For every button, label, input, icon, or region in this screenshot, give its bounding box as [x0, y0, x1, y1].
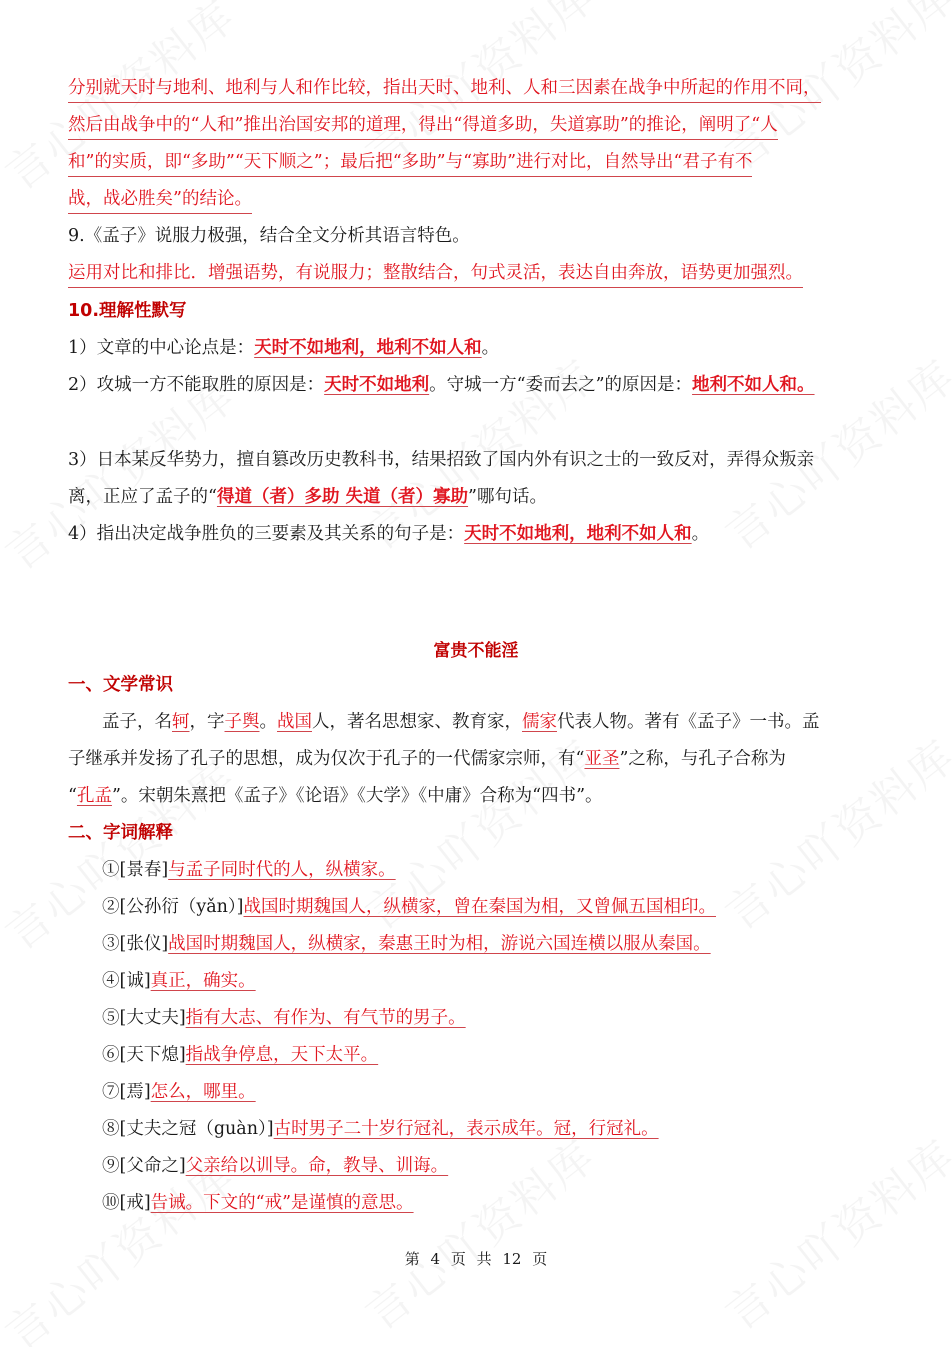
keyword: 儒家: [522, 712, 557, 732]
keyword: 亚圣: [584, 749, 620, 769]
keyword: 战国: [277, 712, 312, 732]
vocab-item: [102, 969, 256, 993]
prompt-text: 1）文章的中心论点是：: [68, 338, 255, 358]
question-10-heading: 10.理解性默写: [68, 301, 187, 321]
text: ，字: [189, 712, 225, 732]
answer-text: 地利不如人和。: [692, 375, 815, 395]
answer-8-line: [68, 187, 252, 214]
vocab-item: [102, 858, 396, 882]
vocab-term: ③[张仪]: [102, 934, 169, 954]
fill-item-1: [68, 336, 499, 360]
vocab-term: ②[公孙衍（yǎn）]: [102, 897, 244, 917]
fill-item-3-line2: [68, 485, 547, 509]
vocab-term: ⑦[焉]: [102, 1082, 151, 1102]
vocab-term: ①[景春]: [102, 860, 169, 880]
answer-text: 然后由战争中的“人和”推出治国安邦的道理，得出“得道多助，失道寡助”的推论，阐明了“人: [68, 113, 778, 140]
watermark-text: [710, 1122, 952, 1342]
vocab-definition: 指有大志、有作为、有气节的男子。: [185, 1008, 466, 1028]
answer-text: 战，战必胜矣”的结论。: [68, 187, 252, 214]
keyword: 子舆: [224, 712, 260, 732]
vocab-definition: 告诫。下文的“戒”是谨慎的意思。: [150, 1193, 414, 1213]
vocab-term: ⑥[天下熄]: [102, 1045, 186, 1065]
text: 子继承并发扬了孔子的思想，成为仅次于孔子的一代儒家宗师，有“: [68, 749, 585, 769]
answer-text: 得道（者）多助 失道（者）寡助: [216, 487, 469, 507]
answer-8-line: [68, 76, 821, 103]
fill-item-3-line1: 3）日本某反华势力，擅自篡改历史教科书，结果招致了国内外有识之士的一致反对，弄得众叛亲: [68, 450, 815, 470]
prompt-text: 4）指出决定战争胜负的三要素及其关系的句子是：: [68, 524, 465, 544]
page-number-footer: 第 4 页 共 12 页: [404, 1250, 548, 1268]
answer-9: [68, 261, 803, 288]
fill-item-4: [68, 522, 709, 546]
text: ”。宋朝朱熹把《孟子》《论语》《大学》《中庸》合称为“四书”。: [111, 786, 603, 806]
prompt-text: ”哪句话。: [468, 487, 547, 507]
punctuation: 。: [481, 338, 500, 358]
vocab-definition: 父亲给以训导。命，教导、训诲。: [185, 1156, 449, 1176]
question-9: 9.《孟子》说服力极强，结合全文分析其语言特色。: [68, 226, 470, 246]
text: 人，著名思想家、教育家，: [312, 712, 522, 732]
literature-paragraph-line: [68, 747, 786, 771]
fill-item-2: [68, 373, 815, 397]
answer-text: 天时不如地利，地利不如人和: [254, 338, 482, 358]
vocab-definition: 指战争停息，天下太平。: [185, 1045, 379, 1065]
vocab-item: [102, 1080, 256, 1104]
vocab-definition: 与孟子同时代的人，纵横家。: [168, 860, 396, 880]
vocab-definition: 战国时期魏国人，纵横家，秦惠王时为相，游说六国连横以服从秦国。: [168, 934, 711, 954]
vocab-term: ⑨[父命之]: [102, 1156, 186, 1176]
literature-paragraph-line: [68, 784, 603, 808]
watermark-text: [0, 742, 246, 962]
vocab-term: ④[诚]: [102, 971, 151, 991]
vocab-definition: 真正，确实。: [150, 971, 256, 991]
vocab-item: [102, 1191, 414, 1215]
literature-heading: 一、文学常识: [68, 675, 173, 695]
text: 孟子，名: [102, 712, 172, 732]
vocab-item: [102, 895, 716, 919]
text: 代表人物。著有《孟子》一书。孟: [557, 712, 820, 732]
vocab-item: [102, 1006, 466, 1030]
answer-text: 运用对比和排比．增强语势，有说服力；整散结合，句式灵活，表达自由奔放，语势更加强烈。: [68, 261, 803, 288]
literature-paragraph-line: [102, 710, 820, 734]
keyword: 孔孟: [76, 786, 112, 806]
prompt-text: 离，正应了孟子的“: [68, 487, 217, 507]
vocab-item: [102, 1154, 448, 1178]
text: “: [68, 786, 77, 806]
answer-text: 和”的实质，即“多助”“天下顺之”；最后把“多助”与“寡助”进行对比，自然导出“君子有不: [68, 150, 752, 177]
vocab-term: ⑩[戒]: [102, 1193, 151, 1213]
vocab-item: [102, 1043, 378, 1067]
keyword: 轲: [172, 712, 190, 732]
vocab-definition: 怎么，哪里。: [150, 1082, 256, 1102]
section-title: 富贵不能淫: [433, 641, 519, 661]
answer-8-line: [68, 113, 778, 140]
text: 。: [259, 712, 277, 732]
vocab-term: ⑤[大丈夫]: [102, 1008, 186, 1028]
vocab-heading: 二、字词解释: [68, 823, 173, 843]
vocab-item: [102, 932, 711, 956]
answer-text: 天时不如地利，地利不如人和: [464, 524, 692, 544]
prompt-text: 。守城一方“委而去之”的原因是：: [429, 375, 693, 395]
answer-8-line: [68, 150, 752, 177]
vocab-item: [102, 1117, 659, 1141]
vocab-definition: 古时男子二十岁行冠礼，表示成年。冠，行冠礼。: [273, 1119, 659, 1139]
answer-text: 天时不如地利: [324, 375, 430, 395]
vocab-term: ⑧[丈夫之冠（guàn）]: [102, 1119, 274, 1139]
vocab-definition: 战国时期魏国人，纵横家，曾在秦国为相，又曾佩五国相印。: [243, 897, 716, 917]
text: ”之称，与孔子合称为: [619, 749, 786, 769]
answer-text: 分别就天时与地利、地利与人和作比较，指出天时、地利、人和三因素在战争中所起的作用不同，: [68, 76, 821, 103]
punctuation: 。: [691, 524, 710, 544]
prompt-text: 2）攻城一方不能取胜的原因是：: [68, 375, 325, 395]
